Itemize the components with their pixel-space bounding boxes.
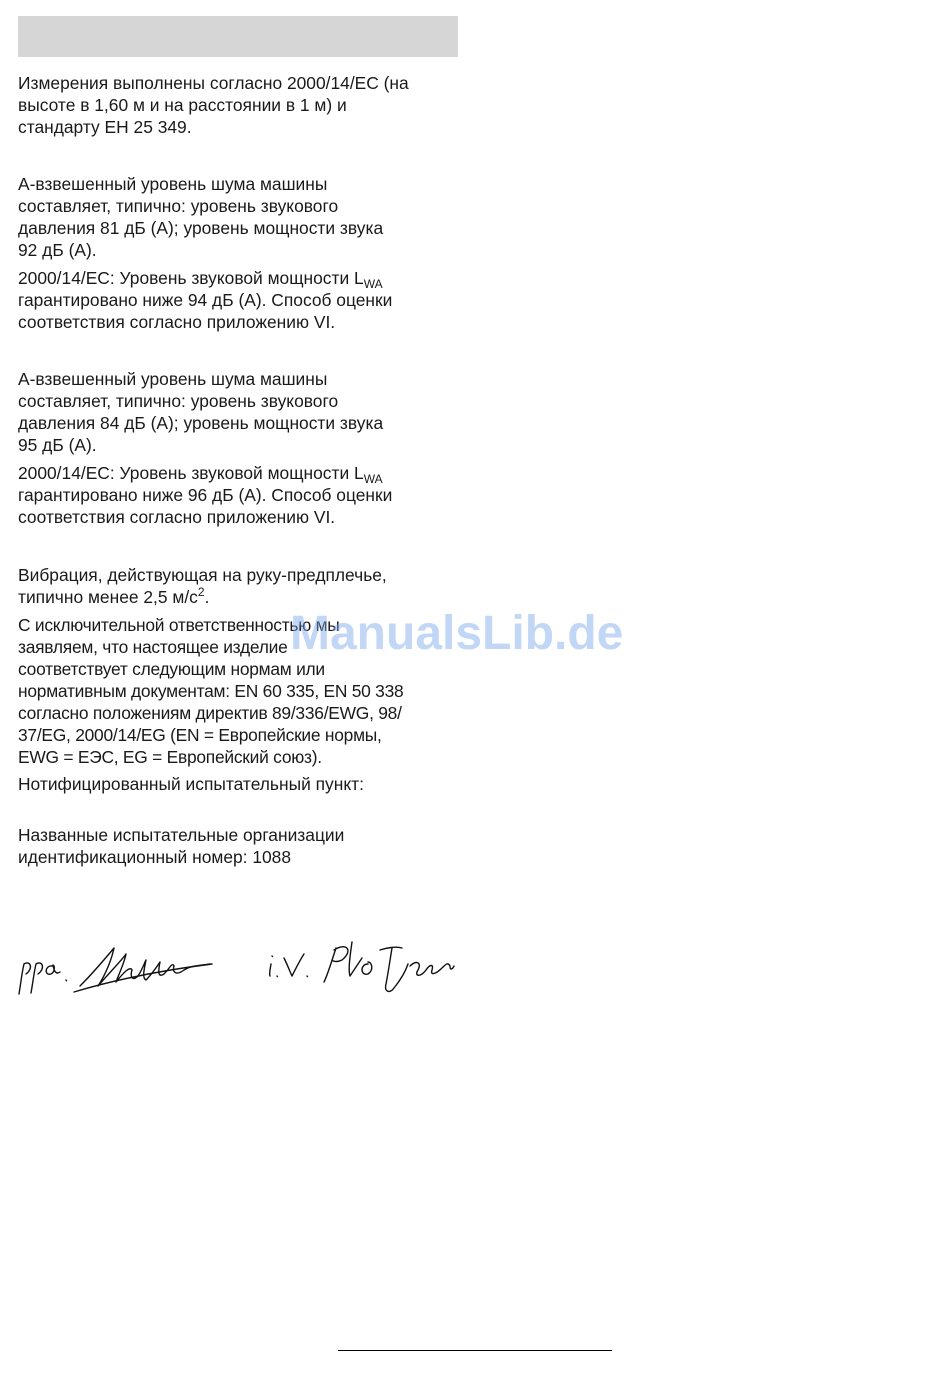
noise-a-line-1: А-взвешенный уровень шума машины (18, 174, 328, 194)
declaration-line-5: согласно положениям директив 89/336/EWG, 98/ (18, 703, 402, 723)
declaration-paragraph (18, 614, 463, 768)
noise-guarantee-b-subscript: WA (363, 472, 383, 486)
noise-level-b-paragraph (18, 368, 463, 456)
declaration-line-6: 37/EG, 2000/14/EG (EN = Европейские нормы, (18, 725, 382, 745)
noise-guarantee-b-line-3: соответствия согласно приложению VI. (18, 507, 336, 527)
noise-a-line-4: 92 дБ (А). (18, 240, 97, 260)
organizations-paragraph (18, 824, 463, 868)
signature-left (19, 948, 212, 994)
vibration-unit-superscript: 2 (197, 585, 205, 599)
noise-guarantee-a-line-3: соответствия согласно приложению VI. (18, 312, 336, 332)
noise-b-line-1: А-взвешенный уровень шума машины (18, 369, 328, 389)
noise-guarantee-a-subscript: WA (363, 277, 383, 291)
bottom-rule (338, 1350, 612, 1351)
measurement-paragraph (18, 72, 463, 138)
measurement-line-1: Измерения выполнены согласно 2000/14/EC (на (18, 73, 409, 93)
declaration-line-7: EWG = ЕЭС, EG = Европейский союз). (18, 747, 322, 767)
noise-guarantee-a-line-1 (18, 267, 463, 289)
noise-guarantee-a-prefix: 2000/14/EC: Уровень звуковой мощности L (18, 268, 364, 288)
noise-guarantee-b-line-1 (18, 462, 463, 484)
measurement-line-3: стандарту ЕН 25 349. (18, 117, 192, 137)
section-header-bar (18, 16, 458, 57)
signatures (14, 930, 464, 1010)
noise-b-line-2: составляет, типично: уровень звукового (18, 391, 339, 411)
notified-body-text: Нотифицированный испытательный пункт: (18, 774, 364, 794)
vibration-paragraph (18, 564, 463, 608)
organizations-line-2: идентификационный номер: 1088 (18, 847, 292, 867)
vibration-value-suffix: . (204, 587, 210, 607)
watermark: ManualsLib.de (290, 607, 624, 660)
declaration-line-1: С исключительной ответственностью мы (18, 615, 340, 635)
signature-right (270, 942, 454, 991)
notified-body-paragraph (18, 773, 463, 795)
noise-a-line-3: давления 81 дБ (А); уровень мощности звука (18, 218, 384, 238)
noise-a-line-2: составляет, типично: уровень звукового (18, 196, 339, 216)
noise-level-a-paragraph (18, 173, 463, 261)
measurement-line-2: высоте в 1,60 м и на расстоянии в 1 м) и (18, 95, 347, 115)
noise-b-line-3: давления 84 дБ (А); уровень мощности звука (18, 413, 384, 433)
vibration-value-prefix: типично менее 2,5 м/с (18, 587, 198, 607)
organizations-line-1: Названные испытательные организации (18, 825, 345, 845)
declaration-line-3: соответствует следующим нормам или (18, 659, 325, 679)
noise-b-line-4: 95 дБ (А). (18, 435, 97, 455)
vibration-line-1: Вибрация, действующая на руку-предплечье, (18, 565, 387, 585)
noise-guarantee-a-line-2: гарантировано ниже 94 дБ (А). Способ оценки (18, 290, 393, 310)
vibration-line-2 (18, 586, 463, 608)
noise-guarantee-b-prefix: 2000/14/EC: Уровень звуковой мощности L (18, 463, 364, 483)
noise-guarantee-b-line-2: гарантировано ниже 96 дБ (А). Способ оценки (18, 485, 393, 505)
noise-guarantee-b-paragraph (18, 462, 463, 528)
declaration-line-2: заявляем, что настоящее изделие (18, 637, 288, 657)
noise-guarantee-a-paragraph (18, 267, 463, 333)
declaration-line-4: нормативным документам: EN 60 335, EN 50 338 (18, 681, 404, 701)
